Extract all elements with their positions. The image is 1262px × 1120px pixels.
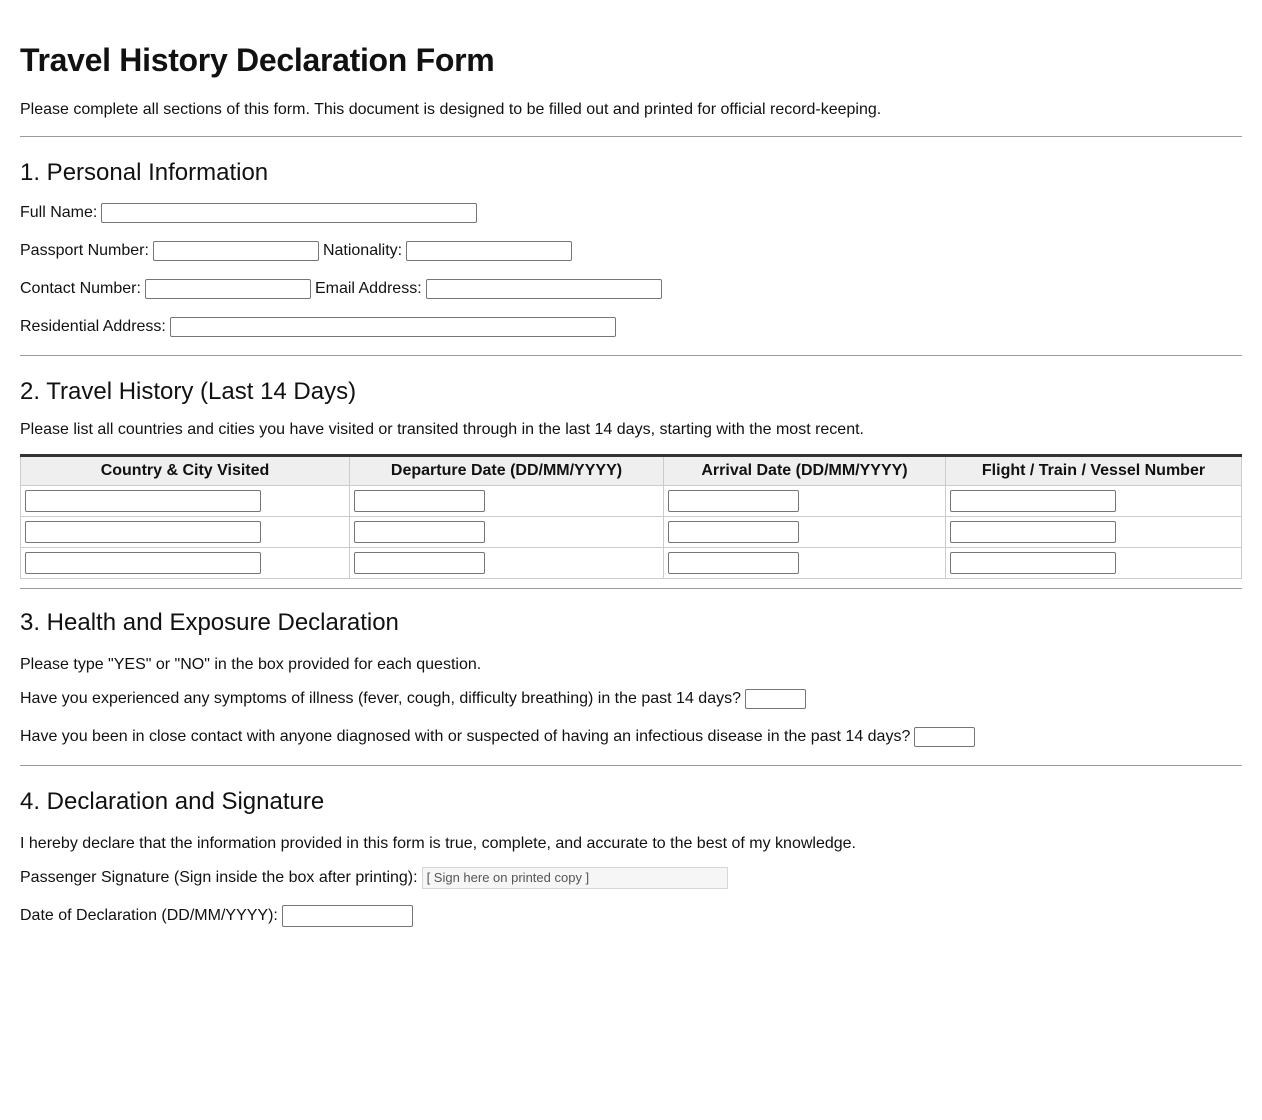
address-input[interactable] (170, 317, 616, 337)
table-row (21, 517, 1242, 548)
table-header-row (21, 456, 1242, 486)
email-label: Email Address: (314, 280, 422, 297)
full-name-row (20, 194, 1242, 232)
signature-row (20, 860, 1242, 896)
table-row (21, 548, 1242, 579)
contact-question: Have you been in close contact with anyone diagnosed with or suspected of having an infectious disease in the past 14 days? (20, 728, 911, 745)
transport-number-input[interactable] (950, 521, 1116, 543)
transport-number-input[interactable] (950, 490, 1116, 512)
travel-instructions: Please list all countries and cities you have visited or transited through in the last 14 days, starting with the most recent. (20, 421, 864, 438)
contact-row (20, 270, 1242, 308)
arrival-date-input[interactable] (668, 521, 799, 543)
passport-label: Passport Number: (20, 242, 149, 259)
intro-text: Please complete all sections of this form. This document is designed to be filled out and printed for official record-keeping. (20, 101, 882, 118)
departure-date-input[interactable] (354, 552, 485, 574)
country-city-input[interactable] (25, 521, 261, 543)
section-declaration-heading: 4. Declaration and Signature (20, 788, 325, 815)
table-row (21, 486, 1242, 517)
health-instructions: Please type "YES" or "NO" in the box provided for each question. (20, 656, 482, 673)
signature-label: Passenger Signature (Sign inside the box after printing): (20, 869, 418, 886)
section-travel-heading: 2. Travel History (Last 14 Days) (20, 378, 357, 405)
passport-row (20, 232, 1242, 270)
travel-history-table (20, 454, 1242, 579)
symptoms-question: Have you experienced any symptoms of illness (fever, cough, difficulty breathing) in the past 14 days? (20, 690, 741, 707)
passport-input[interactable] (153, 241, 319, 261)
column-header: Arrival Date (DD/MM/YYYY) (664, 456, 946, 486)
declaration-date-label: Date of Declaration (DD/MM/YYYY): (20, 907, 278, 924)
symptoms-question-row (20, 681, 1242, 717)
departure-date-input[interactable] (354, 490, 485, 512)
contact-label: Contact Number: (20, 280, 141, 297)
contact-question-row (20, 717, 1242, 757)
nationality-input[interactable] (406, 241, 572, 261)
declaration-date-input[interactable] (282, 905, 413, 927)
country-city-input[interactable] (25, 552, 261, 574)
column-header: Departure Date (DD/MM/YYYY) (350, 456, 664, 486)
declaration-statement: I hereby declare that the information provided in this form is true, complete, and accurate to the best of my knowledge. (20, 835, 856, 852)
signature-box: [ Sign here on printed copy ] (422, 867, 728, 889)
country-city-input[interactable] (25, 490, 261, 512)
address-row (20, 308, 1242, 346)
arrival-date-input[interactable] (668, 552, 799, 574)
section-personal-heading: 1. Personal Information (20, 159, 269, 186)
nationality-label: Nationality: (322, 242, 403, 259)
symptoms-answer-input[interactable] (745, 689, 806, 709)
arrival-date-input[interactable] (668, 490, 799, 512)
transport-number-input[interactable] (950, 552, 1116, 574)
column-header: Flight / Train / Vessel Number (946, 456, 1242, 486)
email-input[interactable] (426, 279, 662, 299)
declaration-date-row (20, 896, 1242, 936)
departure-date-input[interactable] (354, 521, 485, 543)
section-health-heading: 3. Health and Exposure Declaration (20, 609, 399, 636)
full-name-input[interactable] (101, 203, 477, 223)
full-name-label: Full Name: (20, 204, 98, 221)
address-label: Residential Address: (20, 318, 166, 335)
contact-input[interactable] (145, 279, 311, 299)
column-header: Country & City Visited (21, 456, 350, 486)
contact-answer-input[interactable] (914, 727, 975, 747)
page-title: Travel History Declaration Form (20, 42, 495, 78)
